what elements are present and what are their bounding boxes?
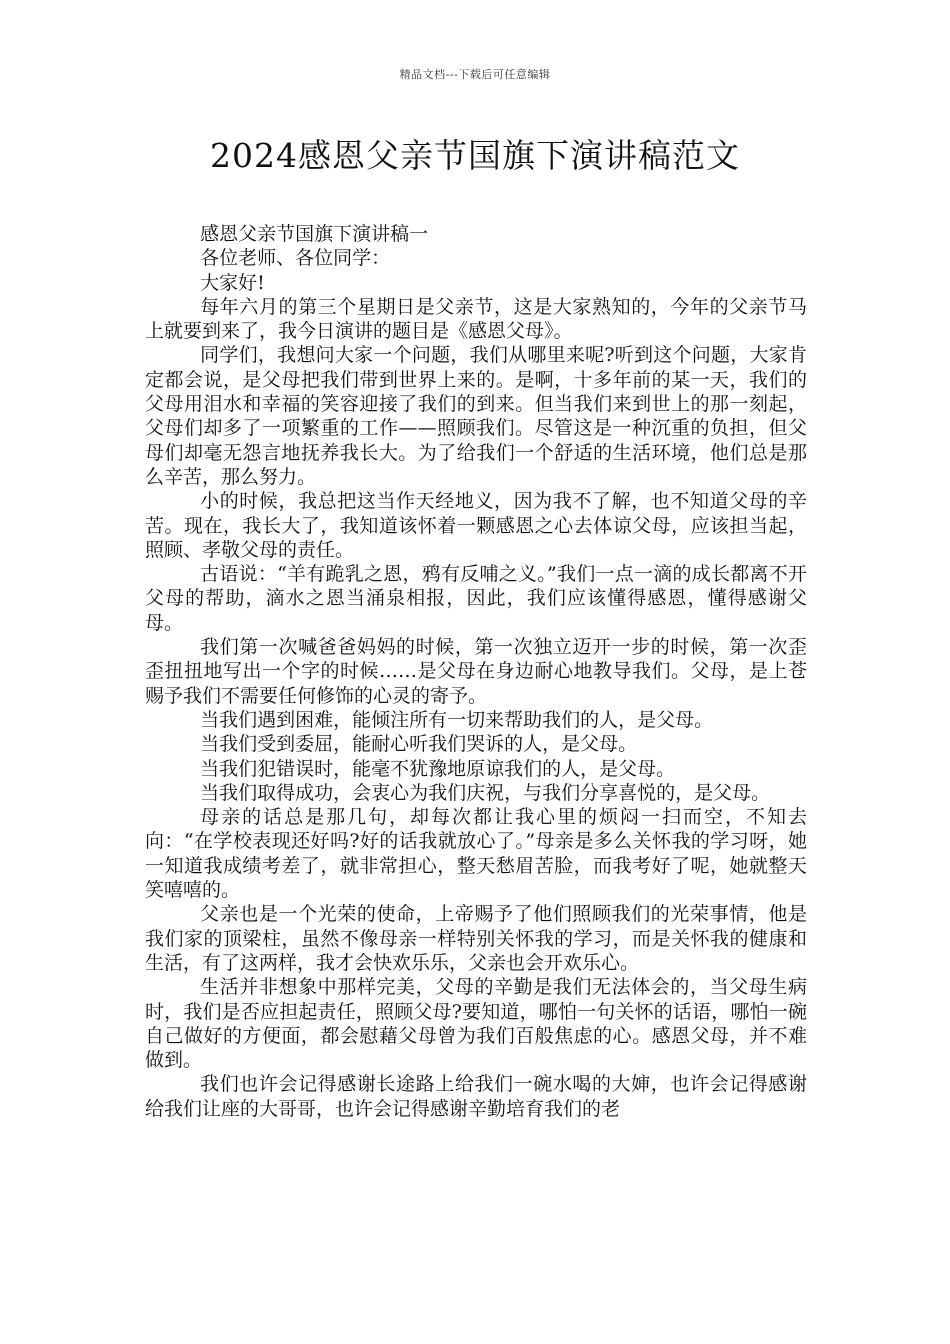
document-title: 2024感恩父亲节国旗下演讲稿范文 [210, 136, 740, 175]
paragraph: 当我们取得成功，会衷心为我们庆祝，与我们分享喜悦的，是父母。 [200, 781, 771, 804]
paragraph: 当我们遇到困难，能倾注所有一切来帮助我们的人，是父母。 [200, 708, 714, 731]
header-note: 精品文档---下载后可任意编辑 [399, 68, 551, 81]
document-body [145, 222, 807, 1121]
paragraph: 每年六月的第三个星期日是父亲节，这是大家熟知的，今年的父亲节马上就要到来了，我今日演讲的题目是《感恩父母》。 [145, 295, 807, 343]
paragraph: 大家好! [200, 271, 265, 294]
paragraph: 小的时候，我总把这当作天经地义，因为我不了解，也不知道父母的辛苦。现在，我长大了，我知道该怀着一颗感恩之心去体谅父母，应该担当起，照顾、孝敬父母的责任。 [145, 490, 807, 561]
paragraph: 母亲的话总是那几句，却每次都让我心里的烦闷一扫而空，不知去向：“在学校表现还好吗?好的话我就放心了。”母亲是多么关怀我的学习呀，她一知道我成绩考差了，就非常担心，整天愁眉苦脸，而我考好了呢，她就整天笑嘻嘻的。 [145, 806, 807, 902]
paragraph: 各位老师、各位同学： [200, 247, 391, 270]
paragraph: 父亲也是一个光荣的使命，上帝赐予了他们照顾我们的光荣事情，他是我们家的顶梁柱，虽然不像母亲一样特别关怀我的学习，而是关怀我的健康和生活，有了这两样，我才会快欢乐乐，父亲也会开欢乐心。 [145, 903, 807, 974]
paragraph: 生活并非想象中那样完美，父母的辛勤是我们无法体会的，当父母生病时，我们是否应担起责任，照顾父母?要知道，哪怕一句关怀的话语，哪怕一碗自己做好的方便面，都会慰藉父母曾为我们百般焦虑的心。感恩父母，并不难做到。 [145, 976, 807, 1072]
paragraph: 我们也许会记得感谢长途路上给我们一碗水喝的大婶，也许会记得感谢给我们让座的大哥哥，也许会记得感谢辛勤培育我们的老 [145, 1073, 807, 1120]
paragraph: 同学们，我想问大家一个问题，我们从哪里来呢?听到这个问题，大家肯定都会说，是父母把我们带到世界上来的。是啊，十多年前的某一天，我们的父母用泪水和幸福的笑容迎接了我们的到来。但当我们来到世上的那一刻起，父母们却多了一项繁重的工作——照顾我们。尽管这是一种沉重的负担，但父母们却毫无怨言地抚养我长大。为了给我们一个舒适的生活环境，他们总是那么辛苦，那么努力。 [145, 344, 807, 488]
paragraph: 当我们受到委屈，能耐心听我们哭诉的人，是父母。 [200, 733, 638, 756]
paragraph: 感恩父亲节国旗下演讲稿一 [200, 223, 429, 245]
paragraph: 古语说：“羊有跪乳之恩，鸦有反哺之义。”我们一点一滴的成长都离不开父母的帮助，滴水之恩当涌泉相报，因此，我们应该懂得感恩，懂得感谢父母。 [145, 563, 807, 634]
paragraph: 当我们犯错误时，能毫不犹豫地原谅我们的人，是父母。 [200, 757, 676, 780]
paragraph: 我们第一次喊爸爸妈妈的时候，第一次独立迈开一步的时候，第一次歪歪扭扭地写出一个字的时候……是父母在身边耐心地教导我们。父母，是上苍赐予我们不需要任何修饰的心灵的寄予。 [145, 636, 807, 707]
